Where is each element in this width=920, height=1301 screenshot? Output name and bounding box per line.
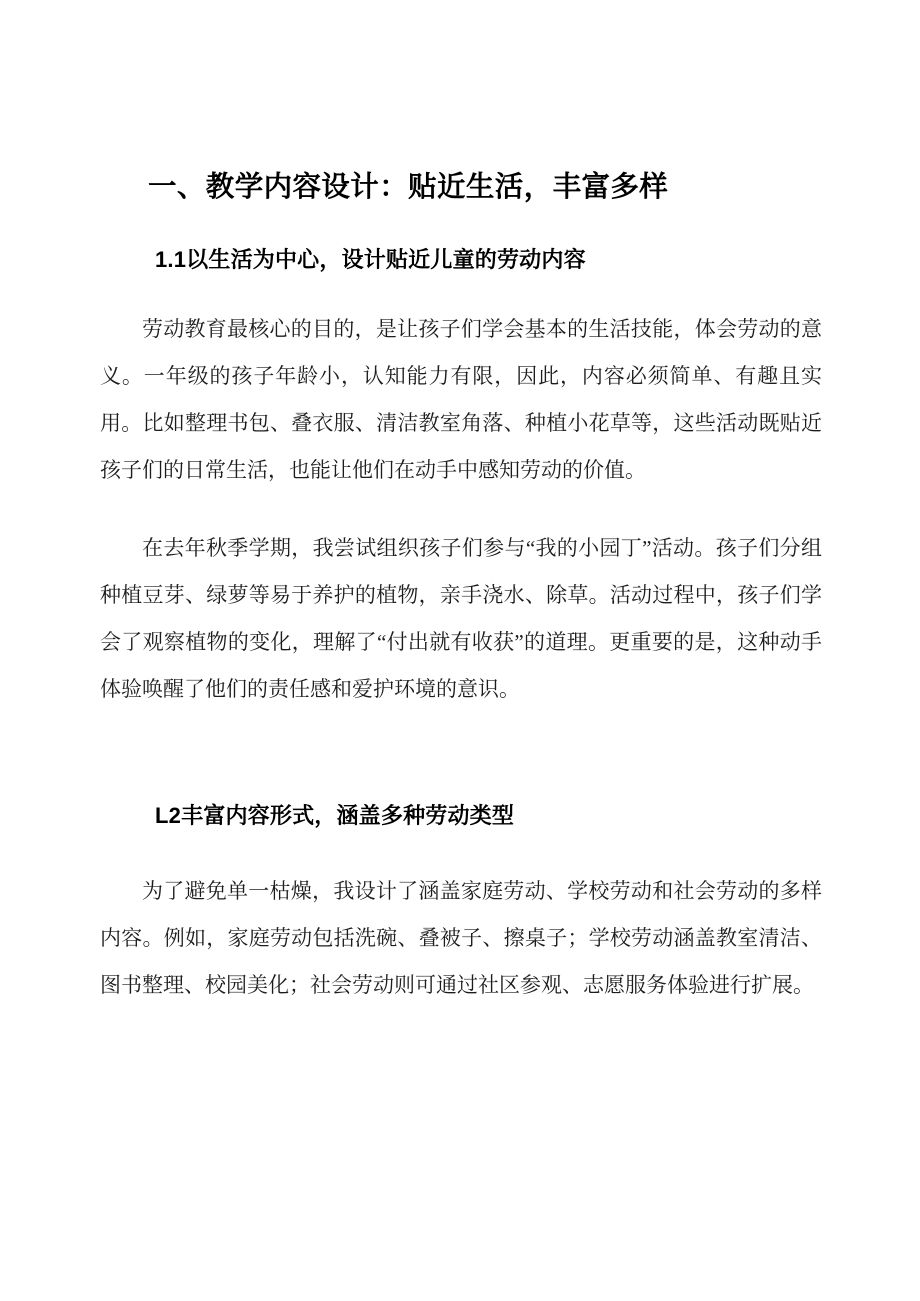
- section-heading-1-1: 1.1以生活为中心，设计贴近儿童的劳动内容: [155, 247, 586, 273]
- paragraph-1-2-a: 为了避免单一枯燥，我设计了涵盖家庭劳动、学校劳动和社会劳动的多样内容。例如，家庭劳动包括洗碗、叠被子、擦桌子；学校劳动涵盖教室清洁、图书整理、校园美化；社会劳动则可通过社区参观、志愿服务体验进行扩展。: [100, 878, 822, 997]
- paragraph-1-1-a: 劳动教育最核心的目的，是让孩子们学会基本的生活技能，体会劳动的意义。一年级的孩子年龄小，认知能力有限，因此，内容必须简单、有趣且实用。比如整理书包、叠衣服、清洁教室角落、种植小花草等，这些活动既贴近孩子们的日常生活，也能让他们在动手中感知劳动的价值。: [100, 317, 822, 483]
- page-title: 一、教学内容设计：贴近生活，丰富多样: [148, 171, 669, 203]
- section-heading-1-2: L2丰富内容形式，涵盖多种劳动类型: [155, 803, 515, 829]
- paragraph-1-1-b: 在去年秋季学期，我尝试组织孩子们参与“我的小园丁”活动。孩子们分组种植豆芽、绿萝等易于养护的植物，亲手浇水、除草。活动过程中，孩子们学会了观察植物的变化，理解了“付出就有收获”的道理。更重要的是，这种动手体验唤醒了他们的责任感和爱护环境的意识。: [100, 536, 822, 702]
- document-body: [100, 0, 822, 1009]
